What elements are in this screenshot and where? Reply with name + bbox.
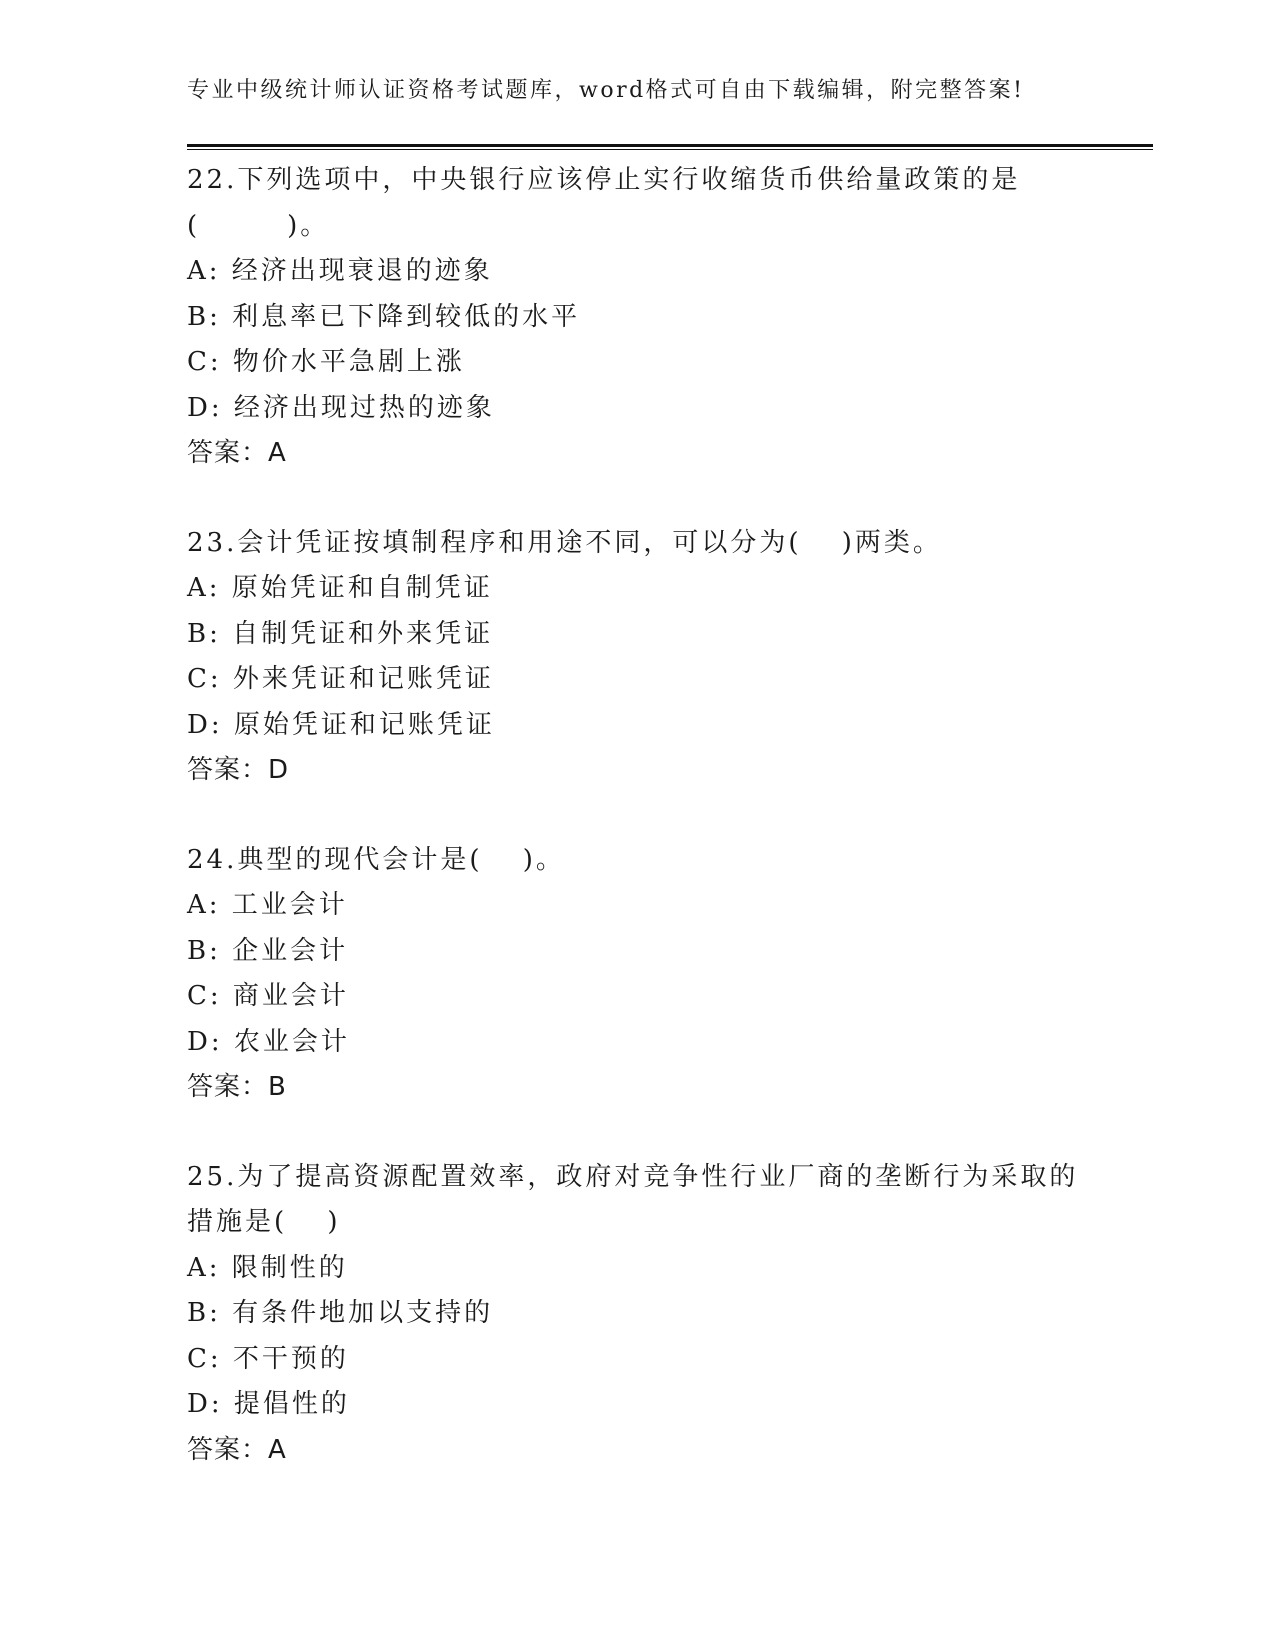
option-a: A: 限制性的: [187, 1252, 348, 1283]
question-stem: ( )。: [187, 210, 330, 241]
option-a: A: 原始凭证和自制凭证: [187, 573, 493, 603]
option-b: B: 企业会计: [187, 935, 349, 966]
question-stem: 24.典型的现代会计是( )。: [187, 844, 565, 875]
question-stem: 22.下列选项中，中央银行应该停止实行收缩货币供给量政策的是: [187, 165, 1021, 195]
answer: 答案：B: [187, 1072, 287, 1102]
option-c: C: 不干预的: [187, 1343, 349, 1374]
answer: 答案：A: [187, 1434, 287, 1465]
question-stem: 23.会计凭证按填制程序和用途不同，可以分为( )两类。: [187, 527, 942, 558]
option-c: C: 物价水平急剧上涨: [187, 347, 465, 377]
page-header: 专业中级统计师认证资格考试题库，word格式可自由下载编辑，附完整答案!: [187, 78, 1025, 103]
option-d: D: 农业会计: [187, 1026, 350, 1057]
option-a: A: 经济出现衰退的迹象: [187, 256, 493, 286]
question-23: [187, 521, 1107, 794]
question-stem: 措施是( ): [187, 1207, 341, 1237]
answer: 答案：A: [187, 438, 287, 468]
option-b: B: 自制凭证和外来凭证: [187, 618, 494, 649]
option-b: B: 利息率已下降到较低的水平: [187, 301, 581, 332]
option-d: D: 提倡性的: [187, 1389, 350, 1419]
question-25: [187, 1155, 1107, 1474]
question-stem: 25.为了提高资源配置效率，政府对竞争性行业厂商的垄断行为采取的: [187, 1161, 1079, 1192]
option-c: C: 外来凭证和记账凭证: [187, 664, 494, 694]
option-a: A: 工业会计: [187, 890, 348, 920]
option-d: D: 原始凭证和记账凭证: [187, 709, 495, 740]
option-d: D: 经济出现过热的迹象: [187, 392, 495, 423]
question-24: [187, 838, 1107, 1111]
answer: 答案：D: [187, 755, 290, 785]
header-divider: [187, 144, 1153, 150]
question-list: [187, 158, 1107, 1517]
question-22: [187, 158, 1107, 477]
option-c: C: 商业会计: [187, 981, 349, 1011]
option-b: B: 有条件地加以支持的: [187, 1298, 494, 1328]
